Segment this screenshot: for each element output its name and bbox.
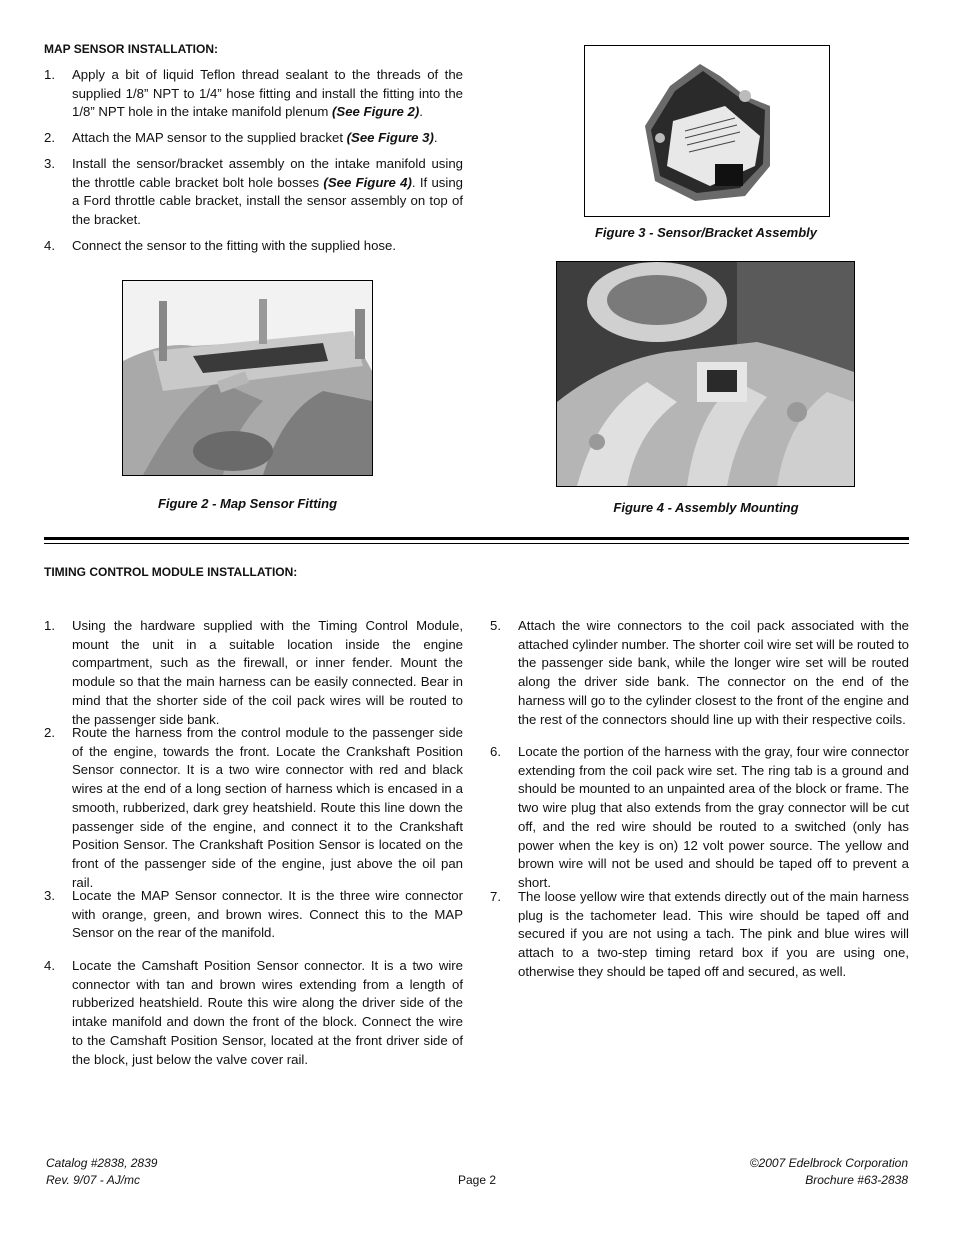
list-item [44, 887, 463, 945]
timing-step-list-right [490, 617, 909, 987]
section-divider-thin [44, 543, 909, 544]
list-item [44, 129, 463, 149]
step-text: Route the harness from the control module to the passenger side of the engine, towards the front. Locate the Crankshaft Position Sensor connector. It is a two wire connector with red and black wires at the end of a long section of harness which is encased in a smooth, rubberized, dark grey heatshield. Route this line down the passenger side of the engine, and connect it to the Crankshaft Position Sensor. The Crankshaft Position Sensor is located on the front of the passenger side of the engine, just above the oil pan rail. [72, 725, 463, 890]
map-section-heading: MAP SENSOR INSTALLATION: [44, 42, 218, 56]
footer-left [46, 1155, 346, 1189]
list-item [44, 237, 463, 257]
step-text: Attach the wire connectors to the coil pack associated with the attached cylinder number. The shorter coil wire set will be routed to the passenger side bank, while the longer wire set will be routed along the driver side bank. The connector on the end of the harness will go to the cylinder closest to the front of the engine and the rest of the connectors should line up with their respective coils. [518, 618, 909, 727]
step-number: 4. [44, 958, 55, 973]
step-text: Locate the Camshaft Position Sensor connector. It is a two wire connector with tan and brown wires extending from a length of rubberized heatshield. Route this wire along the driver side of the intake manifold and down the front of the block. Connect the wire to the Camshaft Position Sensor, located at the front driver side of the block, just below the valve cover rail. [72, 958, 463, 1067]
footer-right [608, 1155, 908, 1189]
figure-4-caption: Figure 4 - Assembly Mounting [613, 500, 799, 515]
step-number: 1. [44, 67, 55, 82]
timing-section-heading: TIMING CONTROL MODULE INSTALLATION: [44, 565, 298, 579]
section-divider-thick [44, 537, 909, 540]
list-item [44, 957, 463, 1072]
step-number: 7. [490, 889, 501, 904]
figure-2-photo [122, 280, 373, 476]
step-text: Locate the MAP Sensor connector. It is the three wire connector with orange, green, and brown wires. Connect this to the MAP Sensor on the rear of the manifold. [72, 888, 463, 941]
step-text: The loose yellow wire that extends directly out of the main harness plug is the tachometer lead. This wire should be taped off and secured if you are not using a tach. The pink and blue wires will attach to a two-step timing retard box if you are using one, otherwise they should be taped off and secured, as well. [518, 889, 909, 979]
step-text: Install the sensor/bracket assembly on the intake manifold using the throttle cable bracket bolt hole bosses (See Figure 4). If using a Ford throttle cable bracket, install the sensor assembly on top of the bracket. [72, 156, 463, 228]
step-number: 5. [490, 618, 501, 633]
list-item [490, 743, 909, 890]
step-number: 3. [44, 156, 55, 171]
step-text: Apply a bit of liquid Teflon thread sealant to the threads of the supplied 1/8” NPT to 1/4” hose fitting and install the fitting into the 1/8” NPT hole in the intake manifold plenum (See Figure 2). [72, 67, 463, 120]
list-item [44, 66, 463, 126]
figure-3-photo [584, 45, 830, 217]
footer-catalog: Catalog #2838, 2839 [46, 1156, 158, 1170]
step-number: 2. [44, 725, 55, 740]
step-number: 6. [490, 744, 501, 759]
list-item [44, 155, 463, 231]
figure-4-photo [556, 261, 855, 487]
list-item [44, 724, 463, 890]
footer-copyright: ©2007 Edelbrock Corporation [749, 1156, 908, 1170]
footer-page-number: Page 2 [457, 1173, 497, 1187]
step-text: Using the hardware supplied with the Timing Control Module, mount the unit in a suitable location inside the engine compartment, such as the firewall, or inner fender. Mount the module so that the main harness can be easily connected. Bear in mind that the shorter side of the coil pack wires will be routed to the passenger side bank. [72, 618, 463, 727]
map-step-list [44, 66, 463, 266]
list-item [490, 617, 909, 732]
figure-3-caption: Figure 3 - Sensor/Bracket Assembly [594, 225, 818, 240]
step-text: Connect the sensor to the fitting with the supplied hose. [72, 238, 397, 253]
footer-brochure: Brochure #63-2838 [805, 1173, 908, 1187]
footer-revision: Rev. 9/07 - AJ/mc [46, 1173, 141, 1187]
list-item [44, 617, 463, 727]
timing-step-list-left [44, 617, 463, 1077]
step-text: Locate the portion of the harness with the gray, four wire connector extending from the coil pack wire set. The ring tab is a ground and should be mounted to an unpainted area of the block or frame. The two wire plug that also extends from the gray connector will be cut off, and the red wire should be routed to a switched (only has power when the key is on) 12 volt power source. The yellow and brown wire will not be used and should be taped off to prevent a short. [518, 744, 909, 890]
step-number: 4. [44, 238, 55, 253]
step-number: 2. [44, 130, 55, 145]
figure-2-caption: Figure 2 - Map Sensor Fitting [157, 496, 338, 511]
step-number: 3. [44, 888, 55, 903]
list-item [490, 888, 909, 983]
step-text: Attach the MAP sensor to the supplied bracket (See Figure 3). [72, 130, 438, 145]
step-number: 1. [44, 618, 55, 633]
